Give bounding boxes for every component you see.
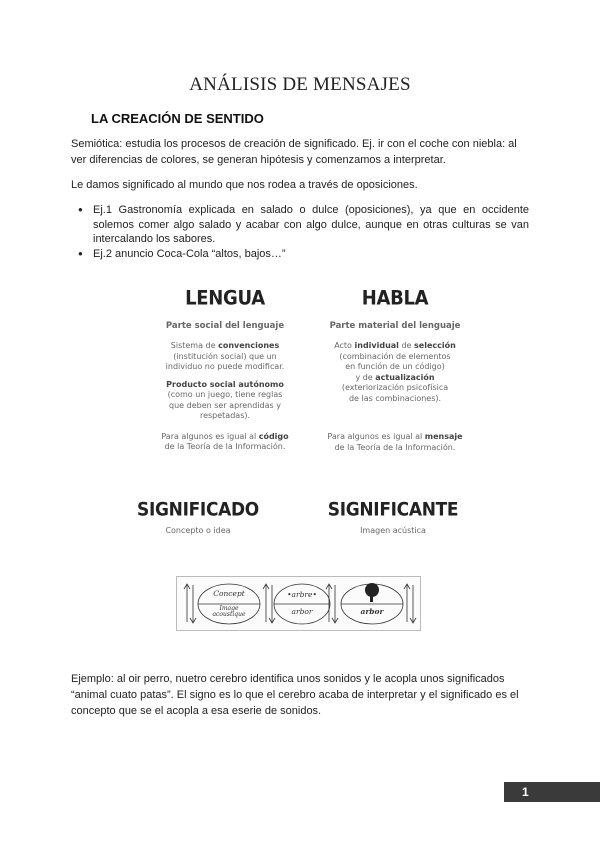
significante-heading: SIGNIFICANTE (327, 499, 459, 521)
habla-subtitle: Parte material del lenguaje (329, 321, 461, 331)
page-title: ANÁLISIS DE MENSAJES (189, 74, 411, 95)
acoustique-label: acoustique (212, 611, 246, 618)
arbor-label-tree: arbor (360, 607, 384, 616)
examples-list (71, 203, 529, 261)
lengua-subtitle: Parte social del lenguaje (165, 321, 285, 331)
sign-diagram-graphic (177, 577, 420, 630)
image-label: Image (219, 605, 239, 612)
section-heading: LA CREACIÓN DE SENTIDO (91, 111, 264, 126)
habla-column: HABLA Parte material del lenguaje Acto individual de selección (combinación de elementos en función de un código) y de actualización (exteriorización psicofísica de las combinaciones). Para algunos es igual al mensaje de la Teoría de la Información. (310, 288, 480, 453)
page-number: 1 (522, 785, 529, 799)
arbre-label: •arbre• (287, 590, 317, 599)
list-item: ● Ej.2 anuncio Coca-Cola “altos, bajos…” (71, 247, 529, 262)
significado-heading: SIGNIFICADO (137, 499, 259, 521)
lengua-column: LENGUA Parte social del lenguaje Sistema de convenciones (institución social) que un individuo no puede modificar. Producto social autónomo (como un juego, tiene reglas que deben ser aprendidas y respetadas). Para algunos es igual al código de la Teoría de la Información. (140, 288, 310, 453)
sign-diagram (176, 576, 421, 631)
paragraph-ejemplo: Ejemplo: al oir perro, nuetro cerebro identifica unos sonidos y le acopla unos significados “animal cuato patas”. El signo es lo que el cerebro acaba de interpretar y el significado es el concepto que se el acopla a esa eserie de sonidos. (71, 673, 519, 717)
significado-caption: Concepto o idea (165, 526, 231, 535)
significante-block (318, 500, 468, 537)
arbor-label: arbor (291, 607, 313, 616)
list-item: ● Ej.1 Gastronomía explicada en salado o dulce (oposiciones), ya que en occidente solemos comer algo salado y acabar con algo dulce, aunque en otras culturas se van intercalando los sabores. (71, 203, 529, 247)
lengua-heading: LENGUA (185, 286, 265, 311)
significado-block (128, 500, 268, 537)
paragraph-oposiciones: Le damos significado al mundo que nos rodea a través de oposiciones. (71, 179, 418, 191)
tree-icon (365, 583, 379, 602)
concept-label: Concept (213, 589, 245, 598)
habla-heading: HABLA (361, 286, 429, 311)
paragraph-semiotica: Semiótica: estudia los procesos de creación de significado. Ej. ir con el coche con niebla: al ver diferencias de colores, se generan hipótesis y comenzamos a interpretar. (71, 138, 517, 166)
significante-caption: Imagen acústica (360, 526, 426, 535)
page-number-badge (504, 782, 600, 802)
